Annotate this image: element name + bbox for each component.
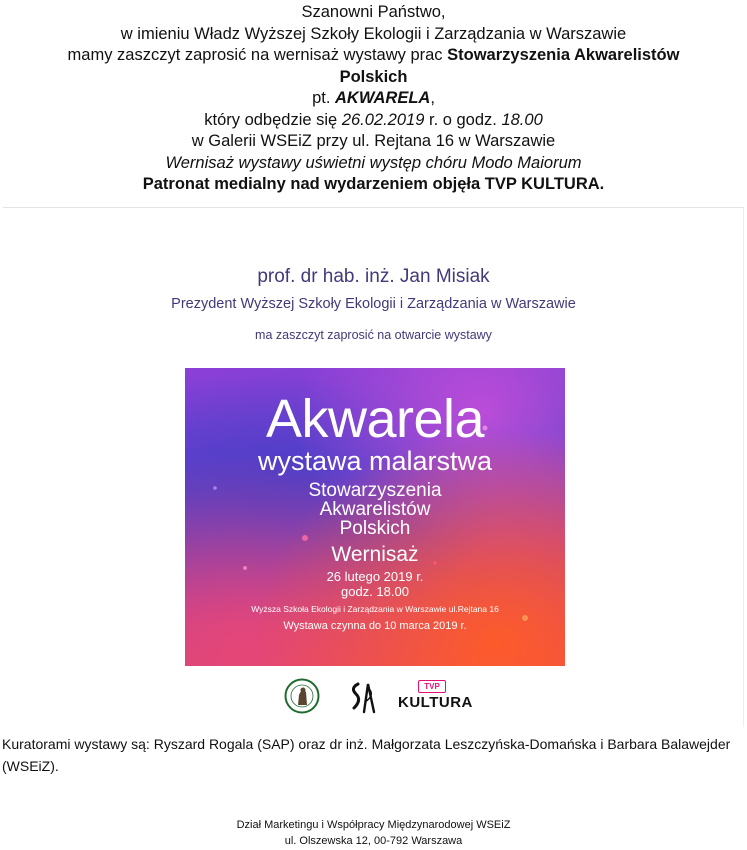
poster-vernissage: Wernisaż — [331, 543, 419, 566]
event-date: 26.02.2019 — [341, 110, 425, 129]
intro-line-date — [0, 110, 747, 132]
date-prefix: który odbędzie się — [204, 110, 342, 129]
tvp-box: TVP — [418, 680, 446, 693]
wseiz-seal-logo — [284, 678, 320, 714]
association-name-end: Polskich — [339, 67, 408, 86]
exhibition-title: AKWARELA — [335, 89, 431, 107]
invitation-intro — [0, 2, 747, 196]
poster-time: godz. 18.00 — [341, 584, 409, 599]
intro-line-title — [0, 88, 747, 110]
tvp-kultura-word: KULTURA — [398, 694, 473, 711]
intro-line-authorities: w imieniu Władz Wyższej Szkoły Ekologii i Zarządzania w Warszawie — [120, 24, 627, 43]
footer — [0, 818, 747, 849]
host-role: Prezydent Wyższej Szkoły Ekologii i Zarządzania w Warszawie — [171, 296, 576, 312]
time-prefix: r. o godz. — [424, 110, 502, 129]
greeting: Szanowni Państwo, — [301, 3, 446, 21]
footer-department: Dział Marketingu i Współpracy Międzynarodowej WSEiZ — [236, 819, 511, 831]
tvp-kultura-logo — [398, 680, 473, 714]
footer-address: ul. Olszewska 12, 00-792 Warszawa — [284, 834, 463, 847]
intro-line-patronage — [0, 174, 747, 196]
intro-line-venue: w Galerii WSEiZ przy ul. Rejtana 16 w Warszawie — [191, 132, 556, 150]
curators-note: Kuratorami wystawy są: Ryszard Rogala (SAP) oraz dr inż. Małgorzata Leszczyńska-Domańska i Barbara Balawejder (WSEiZ). — [2, 736, 731, 774]
media-patronage: Patronat medialny nad wydarzeniem objęła TVP KULTURA. — [142, 175, 605, 193]
poster-address: Wyższa Szkoła Ekologii i Zarządzania w Warszawie ul.Rejtana 16 — [251, 604, 499, 614]
poster-org-line3: Polskich — [339, 518, 411, 539]
intro-line-association-end — [0, 67, 747, 89]
title-prefix: pt. — [312, 89, 335, 107]
choir-note: Wernisaż wystawy uświetni występ chóru Modo Maiorum — [165, 153, 582, 172]
poster-org-line2: Akwarelistów — [319, 499, 431, 520]
intro-line-choir — [0, 153, 747, 175]
intro-line-invite — [0, 45, 747, 67]
invite-text: mamy zaszczyt zaprosić na wernisaż wystawy prac — [67, 46, 448, 64]
poster-subtitle: wystawa malarstwa — [257, 446, 493, 476]
title-suffix: , — [430, 89, 435, 107]
poster-open-until: Wystawa czynna do 10 marca 2019 r. — [283, 620, 467, 632]
host-name: prof. dr hab. inż. Jan Misiak — [257, 266, 490, 287]
event-time: 18.00 — [501, 110, 543, 129]
poster-title: Akwarela — [265, 389, 485, 449]
poster-organization — [185, 481, 565, 538]
association-name: Stowarzyszenia Akwarelistów — [447, 46, 680, 64]
partner-logos — [3, 678, 744, 718]
invitation-card — [3, 207, 744, 727]
poster-org-line1: Stowarzyszenia — [308, 480, 442, 501]
sap-logo — [348, 680, 378, 716]
exhibition-poster — [185, 368, 565, 666]
poster-date: 26 lutego 2019 r. — [326, 569, 424, 584]
invite-line: ma zaszczyt zaprosić na otwarcie wystawy — [255, 328, 492, 342]
